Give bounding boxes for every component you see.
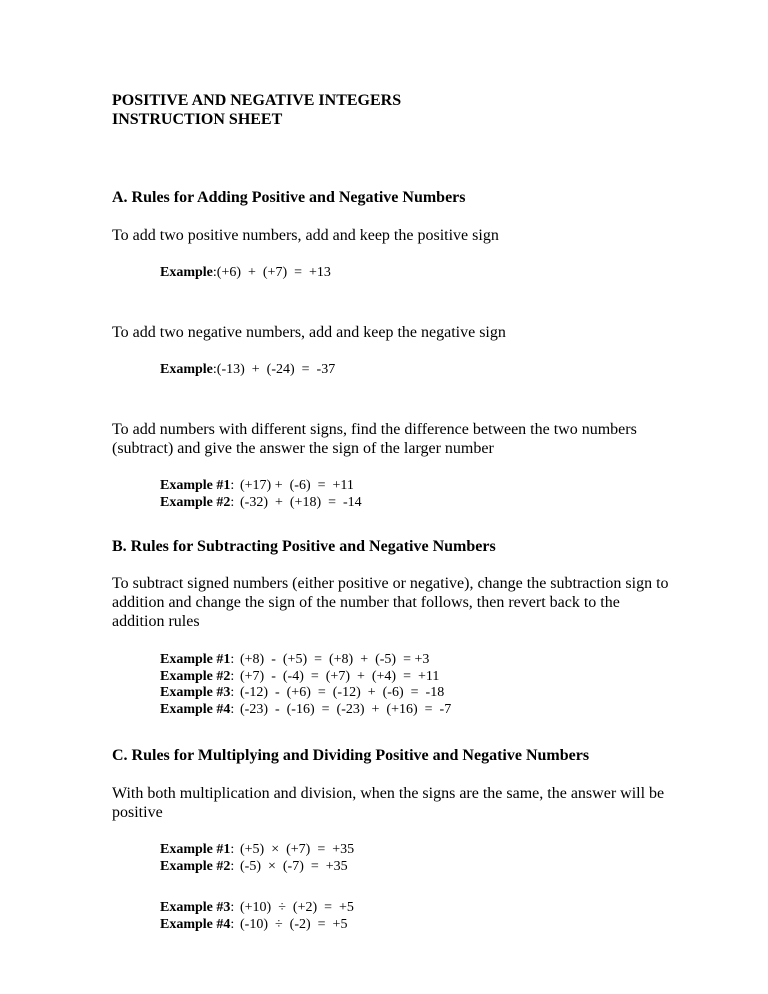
example-row <box>160 842 354 859</box>
section-c-division-examples <box>160 900 354 933</box>
example-label: Example #1: <box>160 478 235 493</box>
example-row <box>160 478 362 495</box>
example-equation: (-12) - (+6) = (-12) + (-6) = -18 <box>240 685 445 700</box>
example-label: Example #1: <box>160 652 235 667</box>
section-a-rule-3: To add numbers with different signs, find the difference between the two numbers (subtract) and give the answer the sign of the larger number <box>112 421 637 457</box>
example-label: Example #3: <box>160 900 235 915</box>
section-a-heading: A. Rules for Adding Positive and Negative Numbers <box>112 189 466 206</box>
section-a-rule-1: To add two positive numbers, add and keep the positive sign <box>112 227 499 244</box>
example-equation: (-32) + (+18) = -14 <box>240 494 362 510</box>
section-a-rule-2: To add two negative numbers, add and keep the negative sign <box>112 324 506 341</box>
section-b-rule: To subtract signed numbers (either positive or negative), change the subtraction sign to addition and change the sign of the number that follows, then revert back to the addition rules <box>112 575 669 630</box>
example-row <box>160 669 451 686</box>
section-c-heading: C. Rules for Multiplying and Dividing Positive and Negative Numbers <box>112 747 590 764</box>
example-label: Example #2: <box>160 858 235 874</box>
example-equation: (+17) + (-6) = +11 <box>240 478 354 493</box>
example-label: Example #2: <box>160 668 235 684</box>
document-title <box>112 91 401 129</box>
example-row <box>160 917 354 934</box>
example-label: Example #4: <box>160 701 235 717</box>
example-row <box>160 265 331 282</box>
example-label: Example #2: <box>160 494 235 510</box>
section-a-examples-3 <box>160 478 362 511</box>
example-equation: (-13) + (-24) = -37 <box>216 362 336 377</box>
example-equation: (+7) - (-4) = (+7) + (+4) = +11 <box>240 668 440 684</box>
example-label: Example: <box>160 362 217 377</box>
example-label: Example: <box>160 265 217 280</box>
example-label: Example #3: <box>160 685 235 700</box>
example-equation: (-10) ÷ (-2) = +5 <box>240 916 348 932</box>
section-c-rule: With both multiplication and division, when the signs are the same, the answer will be positive <box>112 785 665 821</box>
example-row <box>160 362 335 379</box>
title-line-2: INSTRUCTION SHEET <box>112 111 283 128</box>
example-equation: (-5) × (-7) = +35 <box>240 858 348 874</box>
example-row <box>160 702 451 719</box>
section-b-examples <box>160 652 451 718</box>
example-equation: (+8) - (+5) = (+8) + (-5) = +3 <box>240 652 430 667</box>
example-equation: (+5) × (+7) = +35 <box>240 842 355 857</box>
example-equation: (+10) ÷ (+2) = +5 <box>240 900 354 915</box>
example-row <box>160 900 354 917</box>
example-equation: (-23) - (-16) = (-23) + (+16) = -7 <box>240 701 452 717</box>
section-a-example-1 <box>160 265 331 282</box>
section-a-example-2 <box>160 362 335 379</box>
title-line-1: POSITIVE AND NEGATIVE INTEGERS <box>112 92 402 109</box>
example-label: Example #1: <box>160 842 235 857</box>
example-equation: (+6) + (+7) = +13 <box>216 265 331 280</box>
example-row <box>160 685 451 702</box>
section-c-multiplication-examples <box>160 842 354 875</box>
example-row <box>160 495 362 512</box>
example-row <box>160 859 354 876</box>
example-row <box>160 652 451 669</box>
section-b-heading: B. Rules for Subtracting Positive and Negative Numbers <box>112 538 496 555</box>
example-label: Example #4: <box>160 916 235 932</box>
